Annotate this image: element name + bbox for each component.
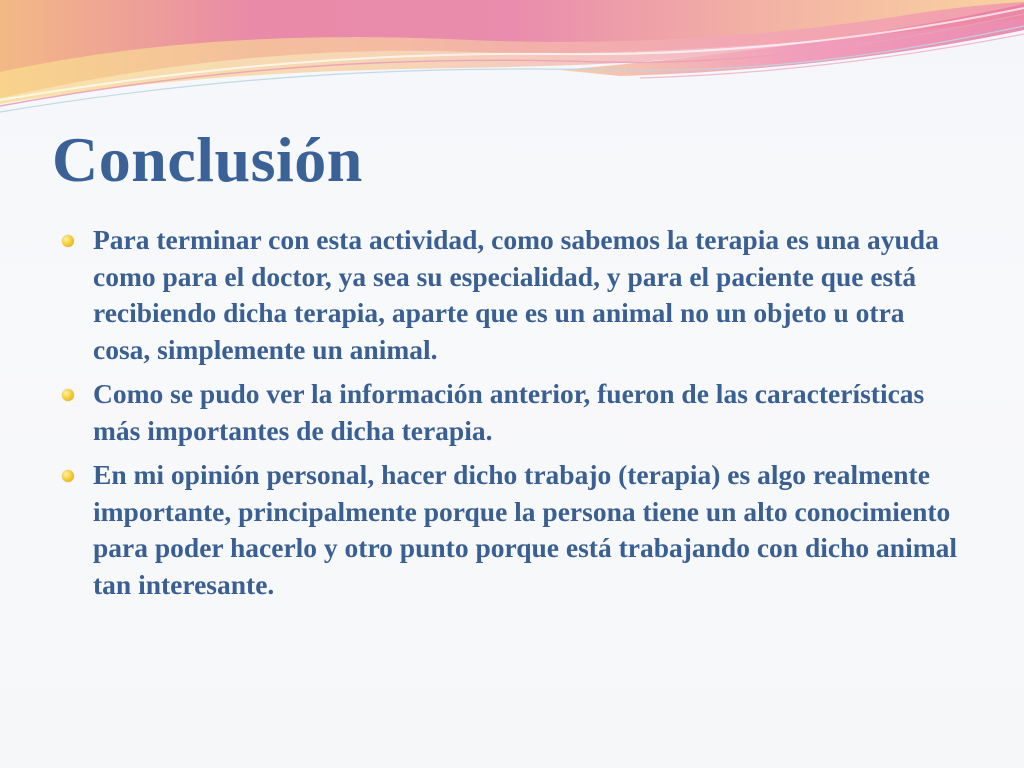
bullet-dot-icon bbox=[62, 389, 74, 401]
bullet-dot-icon bbox=[62, 235, 74, 247]
bullet-item bbox=[62, 376, 962, 449]
bullet-text: Para terminar con esta actividad, como sabemos la terapia es una ayuda como para el doctor, ya sea su especialidad, y para el paciente que está recibiendo dicha terapia, aparte que es un animal no un objeto u otra cosa, simplemente un animal. bbox=[93, 224, 939, 365]
bullet-item bbox=[62, 457, 962, 603]
bullet-dot-icon bbox=[62, 470, 74, 482]
bullet-text: En mi opinión personal, hacer dicho trabajo (terapia) es algo realmente importante, principalmente porque la persona tiene un alto conocimiento para poder hacerlo y otro punto porque está trabajando con dicho animal tan interesante. bbox=[93, 459, 958, 600]
bullet-item bbox=[62, 222, 962, 368]
bullet-list bbox=[62, 222, 962, 611]
wave-banner-decoration bbox=[0, 0, 1024, 140]
slide-title: Conclusión bbox=[52, 124, 363, 195]
bullet-text: Como se pudo ver la información anterior, fueron de las características más importantes de dicha terapia. bbox=[93, 378, 925, 446]
